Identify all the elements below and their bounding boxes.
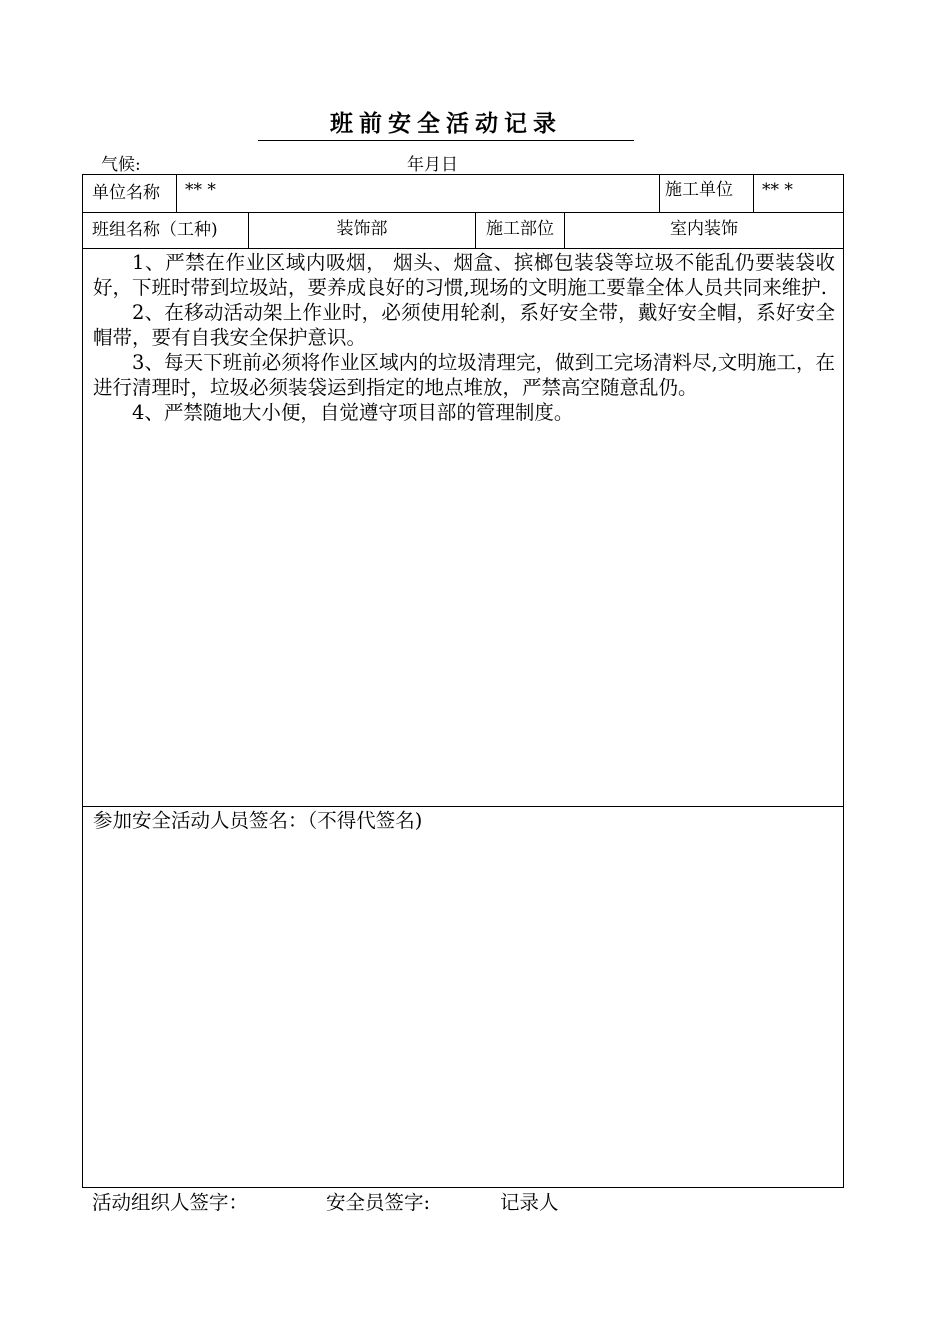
content-paragraph-3: 3、每天下班前必须将作业区域内的垃圾清理完，做到工完场清料尽,文明施工，在进行清理时，垃圾必须装袋运到指定的地点堆放，严禁高空随意乱仍。	[93, 351, 835, 399]
content-paragraph-2: 2、在移动活动架上作业时，必须使用轮刹，系好安全带，戴好安全帽，系好安全帽带，要有自我安全保护意识。	[93, 301, 835, 349]
form-row-unit	[83, 175, 843, 213]
weather-label: 气候:	[101, 155, 141, 175]
construction-unit-label: 施工单位	[660, 175, 754, 212]
unit-name-value[interactable]: ** *	[177, 175, 660, 212]
organizer-signature-label: 活动组织人签字：	[92, 1191, 249, 1214]
content-section	[83, 248, 843, 807]
form-row-team	[83, 212, 843, 249]
content-paragraph-4: 4、严禁随地大小便，自觉遵守项目部的管理制度。	[132, 401, 574, 424]
recorder-label: 记录人	[500, 1191, 559, 1214]
content-paragraph-1: 1、严禁在作业区域内吸烟， 烟头、烟盒、摈榔包装袋等垃圾不能乱仍要装袋收好，下班时带到垃圾站，要养成良好的习惯,现场的文明施工要靠全体人员共同来维护.	[93, 251, 835, 299]
signature-section[interactable]	[83, 806, 843, 1187]
content-text	[93, 250, 835, 425]
signature-label: 参加安全活动人员签名：（不得代签名)	[93, 809, 423, 832]
unit-name-label: 单位名称	[83, 175, 177, 212]
safety-record-form	[82, 174, 844, 1188]
team-value[interactable]: 装饰部	[249, 212, 476, 248]
team-label: 班组名称（工种)	[83, 212, 249, 248]
site-label: 施工部位	[476, 212, 565, 248]
site-value[interactable]: 室内装饰	[670, 219, 738, 239]
page-title: 班前安全活动记录	[258, 108, 634, 141]
date-label: 年月日	[407, 155, 458, 175]
safety-officer-signature-label: 安全员签字:	[326, 1191, 431, 1214]
construction-unit-value[interactable]: ** *	[762, 180, 793, 200]
